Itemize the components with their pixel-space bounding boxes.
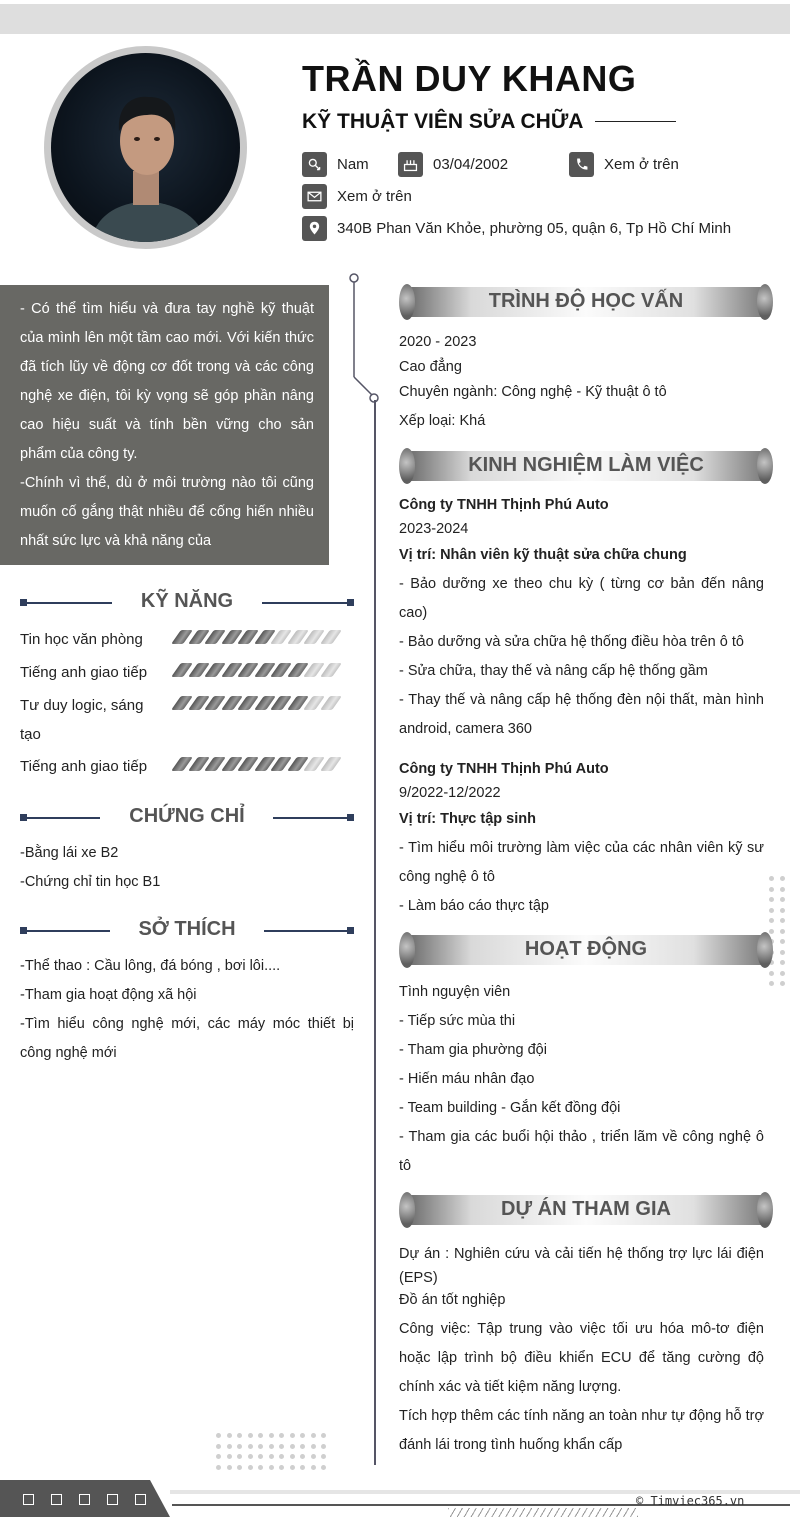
decor-dot	[248, 1465, 253, 1470]
avatar-portrait	[51, 53, 240, 242]
gender-value: Nam	[337, 156, 369, 173]
footer-hatch	[448, 1508, 638, 1517]
project-type: Đồ án tốt nghiệp	[399, 1292, 506, 1308]
job-task: - Tìm hiểu môi trường làm việc của các nhân viên kỹ sư công nghệ ô tô	[399, 840, 764, 885]
hobbies-title: SỞ THÍCH	[138, 918, 236, 940]
education-heading	[399, 284, 773, 320]
objective-paragraph-1: - Có thể tìm hiểu và đưa tay nghề kỹ thuật của mình lên một tầm cao mới. Với kiến thức đã tích lũy về động cơ đốt trong và các công nghệ xe điện, tôi kỳ vọng sẽ góp phần nâng cao hiệu suất và tính bền vững cho sản phẩm của công ty.	[20, 301, 314, 462]
birthday-info	[398, 152, 508, 177]
decor-dot	[321, 1465, 326, 1470]
skill-row	[20, 625, 350, 654]
job-title: KỸ THUẬT VIÊN SỬA CHỮA	[302, 110, 584, 133]
decor-dot	[769, 876, 774, 881]
decor-dot	[269, 1465, 274, 1470]
decor-dot	[300, 1444, 305, 1449]
decor-dot	[248, 1433, 253, 1438]
skill-row	[20, 691, 350, 749]
decor-dot	[279, 1465, 284, 1470]
decor-dot	[248, 1444, 253, 1449]
activity-item: - Team building - Gắn kết đồng đội	[399, 1100, 621, 1116]
decor-dot	[780, 897, 785, 902]
decor-dot	[237, 1433, 242, 1438]
job-task: - Làm báo cáo thực tập	[399, 898, 549, 914]
activity-item: - Hiến máu nhân đạo	[399, 1071, 535, 1087]
job-position: Vị trí: Thực tập sinh	[399, 811, 536, 827]
decor-dot	[258, 1444, 263, 1449]
timeline-connector	[345, 272, 385, 407]
hobbies-heading	[20, 918, 354, 942]
decor-dot	[227, 1454, 232, 1459]
certificate-item: -Bằng lái xe B2	[20, 845, 119, 861]
career-objective	[0, 285, 329, 565]
activities-heading	[399, 932, 773, 968]
address-info	[302, 216, 731, 241]
envelope-icon	[302, 184, 327, 209]
location-pin-icon	[302, 216, 327, 241]
decor-dot	[780, 960, 785, 965]
decor-dot	[258, 1433, 263, 1438]
decor-dot	[769, 908, 774, 913]
decor-dot	[237, 1454, 242, 1459]
project-name: Dự án : Nghiên cứu và cải tiến hệ thống trợ lực lái điện (EPS)	[399, 1246, 764, 1286]
skill-name: Tiếng anh giao tiếp	[20, 758, 148, 775]
activity-item: - Tham gia phường đội	[399, 1042, 547, 1058]
footer-square-icon	[23, 1494, 34, 1505]
education-level: Cao đẳng	[399, 359, 462, 375]
experience-title: KINH NGHIỆM LÀM VIỆC	[468, 454, 704, 476]
job-company: Công ty TNHH Thịnh Phú Auto	[399, 497, 609, 513]
decor-dot	[300, 1433, 305, 1438]
footer-square-icon	[51, 1494, 62, 1505]
project-extra: Tích hợp thêm các tính năng an toàn như tự động hỗ trợ đánh lái trong tình huống khẩn cấp	[399, 1408, 764, 1453]
decor-dot	[780, 918, 785, 923]
skill-name: Tiếng anh giao tiếp	[20, 664, 148, 681]
decor-dot	[248, 1454, 253, 1459]
projects-title: DỰ ÁN THAM GIA	[501, 1198, 671, 1220]
job-company: Công ty TNHH Thịnh Phú Auto	[399, 761, 609, 777]
skill-level-bar	[176, 663, 341, 677]
decor-dot	[780, 939, 785, 944]
activity-item: - Tham gia các buổi hội thảo , triển lãm về công nghệ ô tô	[399, 1129, 764, 1174]
candidate-name: TRẦN DUY KHANG	[302, 58, 637, 99]
activity-item: - Tiếp sức mùa thi	[399, 1013, 516, 1029]
decor-dot	[290, 1465, 295, 1470]
decor-dot	[780, 929, 785, 934]
gender-info	[302, 152, 369, 177]
job-position: Vị trí: Nhân viên kỹ thuật sửa chữa chung	[399, 547, 687, 563]
job-period: 9/2022-12/2022	[399, 785, 501, 801]
decor-dot	[216, 1454, 221, 1459]
decor-dot	[780, 950, 785, 955]
dot-pattern-decoration	[769, 876, 785, 986]
dot-pattern-decoration	[216, 1433, 326, 1470]
skills-heading	[20, 590, 354, 614]
decor-dot	[769, 897, 774, 902]
job-period: 2023-2024	[399, 521, 469, 537]
decor-dot	[279, 1444, 284, 1449]
decor-dot	[769, 981, 774, 986]
skill-name: Tư duy logic, sáng tạo	[20, 697, 144, 743]
decor-dot	[780, 887, 785, 892]
decor-dot	[290, 1444, 295, 1449]
education-title: TRÌNH ĐỘ HỌC VẤN	[488, 290, 684, 312]
certificates-title: CHỨNG CHỈ	[129, 805, 245, 827]
project-work: Công việc: Tập trung vào việc tối ưu hóa mô-tơ điện hoặc lập trình bộ điều khiển ECU để tăng cường độ chính xác và tiết kiệm năng lượng.	[399, 1321, 764, 1395]
decor-dot	[300, 1465, 305, 1470]
education-years: 2020 - 2023	[399, 334, 477, 350]
decor-dot	[311, 1465, 316, 1470]
decor-dot	[311, 1454, 316, 1459]
email-info	[302, 184, 412, 209]
skill-level-bar	[176, 696, 341, 710]
decor-dot	[216, 1433, 221, 1438]
skill-row	[20, 752, 350, 781]
skill-row	[20, 658, 350, 687]
decor-dot	[227, 1444, 232, 1449]
job-task: - Bảo dưỡng xe theo chu kỳ ( từng cơ bản đến nâng cao)	[399, 576, 764, 621]
cake-icon	[398, 152, 423, 177]
title-divider	[595, 121, 676, 122]
gender-icon	[302, 152, 327, 177]
activity-item: Tình nguyện viên	[399, 984, 511, 1000]
decor-dot	[258, 1454, 263, 1459]
skill-level-bar	[176, 757, 341, 771]
decor-dot	[290, 1433, 295, 1438]
top-band	[0, 4, 790, 34]
job-task: - Sửa chữa, thay thế và nâng cấp hệ thống gầm	[399, 663, 708, 679]
phone-info	[569, 152, 679, 177]
decor-dot	[216, 1465, 221, 1470]
decor-dot	[780, 908, 785, 913]
hobby-item: -Tham gia hoạt động xã hội	[20, 987, 197, 1003]
experience-heading	[399, 448, 773, 484]
certificates-heading	[20, 805, 354, 829]
decor-dot	[237, 1444, 242, 1449]
decor-dot	[216, 1444, 221, 1449]
decor-dot	[780, 971, 785, 976]
hobby-item: -Tìm hiểu công nghệ mới, các máy móc thiết bị công nghệ mới	[20, 1016, 354, 1061]
decor-dot	[269, 1444, 274, 1449]
decor-dot	[290, 1454, 295, 1459]
avatar	[51, 53, 240, 242]
decor-dot	[321, 1433, 326, 1438]
job-task: - Bảo dưỡng và sửa chữa hệ thống điều hòa trên ô tô	[399, 634, 744, 650]
objective-paragraph-2: -Chính vì thế, dù ở môi trường nào tôi cũng muốn cố gắng thật nhiều để cống hiến nhiều nhất sức lực và khả năng của	[20, 475, 314, 549]
footer-square-icon	[107, 1494, 118, 1505]
decor-dot	[321, 1444, 326, 1449]
activities-title: HOẠT ĐỘNG	[524, 938, 648, 960]
address-value: 340B Phan Văn Khỏe, phường 05, quận 6, Tp Hồ Chí Minh	[337, 220, 732, 237]
decor-dot	[227, 1433, 232, 1438]
decor-dot	[300, 1454, 305, 1459]
birthday-value: 03/04/2002	[433, 156, 509, 173]
skills-title: KỸ NĂNG	[140, 590, 234, 612]
footer-square-icon	[135, 1494, 146, 1505]
skill-name: Tin học văn phòng	[20, 631, 143, 648]
decor-dot	[769, 918, 774, 923]
decor-dot	[311, 1444, 316, 1449]
certificate-item: -Chứng chỉ tin học B1	[20, 874, 161, 890]
timeline-line	[374, 400, 376, 1465]
phone-icon	[569, 152, 594, 177]
decor-dot	[227, 1465, 232, 1470]
decor-dot	[769, 887, 774, 892]
decor-dot	[269, 1454, 274, 1459]
footer-square-icon	[79, 1494, 90, 1505]
decor-dot	[279, 1454, 284, 1459]
hobby-item: -Thể thao : Cầu lông, đá bóng , bơi lôi....	[20, 958, 281, 974]
email-value: Xem ở trên	[337, 188, 412, 205]
decor-dot	[237, 1465, 242, 1470]
decor-dot	[780, 876, 785, 881]
decor-dot	[321, 1454, 326, 1459]
decor-dot	[269, 1433, 274, 1438]
projects-heading	[399, 1192, 773, 1228]
decor-dot	[258, 1465, 263, 1470]
education-rank: Xếp loại: Khá	[399, 413, 486, 429]
decor-dot	[279, 1433, 284, 1438]
skill-level-bar	[176, 630, 341, 644]
decor-dot	[769, 971, 774, 976]
job-task: - Thay thế và nâng cấp hệ thống đèn nội thất, màn hình android, camera 360	[399, 692, 764, 737]
education-major: Chuyên ngành: Công nghệ - Kỹ thuật ô tô	[399, 384, 667, 400]
decor-dot	[780, 981, 785, 986]
copyright-text: © Timviec365.vn	[636, 1494, 745, 1508]
decor-dot	[311, 1433, 316, 1438]
phone-value: Xem ở trên	[604, 156, 679, 173]
